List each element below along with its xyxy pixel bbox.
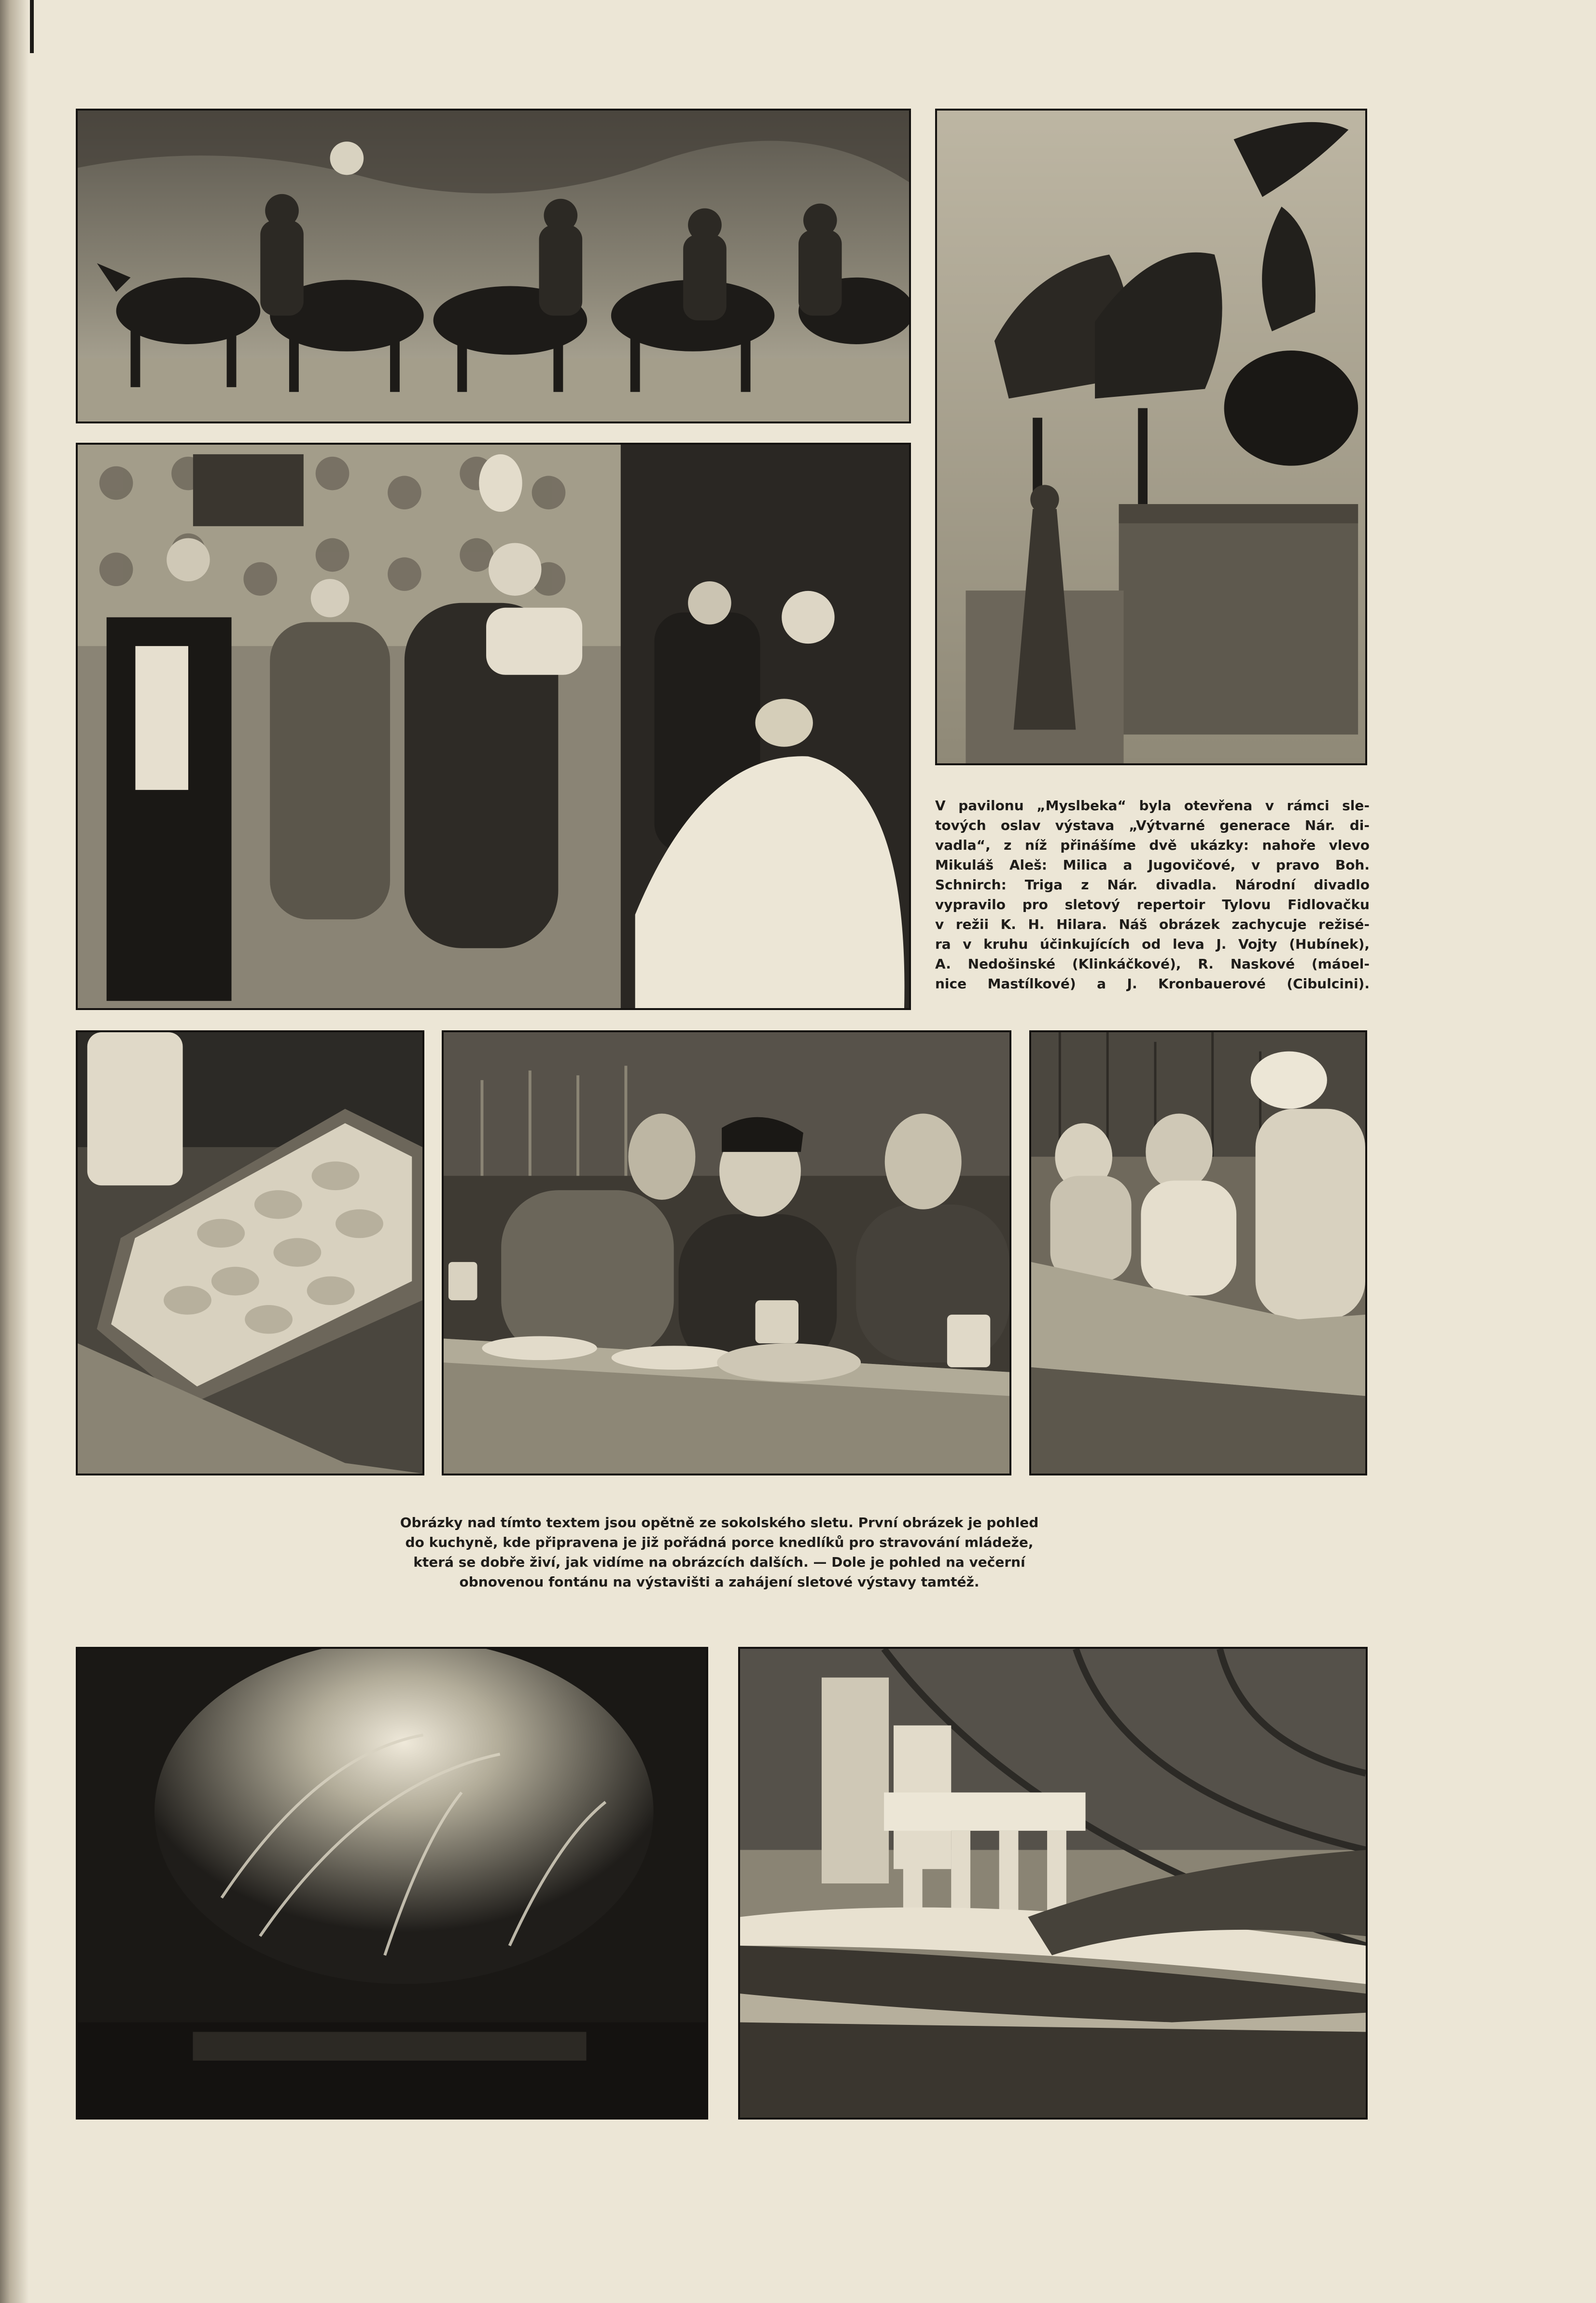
- kitchen-dumplings-image: [78, 1032, 422, 1474]
- photo-painting-horsewomen: [76, 109, 911, 423]
- caption-line: vadla“, z níž přinášíme dvě ukázky: nahoře vlevo: [935, 837, 1370, 853]
- caption-line: nice Mastílkové) a J. Kronbauerové (Cibulcini).: [935, 976, 1370, 992]
- caption-sokol-slet: [338, 1513, 1101, 1592]
- theatre-scene-image: [78, 445, 909, 1008]
- painting-horsewomen-image: [78, 111, 909, 421]
- children-at-table-image: [1031, 1032, 1365, 1474]
- caption-line: do kuchyně, kde připravena je již pořádná porce knedlíků pro stravování mládeže,: [405, 1534, 1034, 1550]
- exhibition-opening-image: [740, 1649, 1366, 2118]
- caption-line: Schnirch: Triga z Nár. divadla. Národní divadlo: [935, 877, 1370, 893]
- photo-girls-at-table: [442, 1030, 1011, 1475]
- caption-line: Mikuláš Aleš: Milica a Jugovičové, v pravo Boh.: [935, 857, 1370, 873]
- photo-statue-triga: [935, 109, 1367, 765]
- caption-line: vypravilo pro sletový repertoir Tylovu Fidlovačku: [935, 897, 1370, 913]
- caption-line: obnovenou fontánu na výstavišti a zahájení sletové výstavy tamtéž.: [459, 1574, 980, 1590]
- caption-line: která se dobře živí, jak vidíme na obrázcích dalších. — Dole je pohled na večerní: [413, 1554, 1025, 1570]
- fountain-night-image: [78, 1649, 706, 2118]
- caption-myslbek-pavilion: [935, 796, 1370, 994]
- photo-children-at-table: [1029, 1030, 1367, 1475]
- page-edge: [0, 0, 29, 2303]
- caption-line: V pavilonu „Myslbeka“ byla otevřena v rámci sle-: [935, 798, 1370, 814]
- caption-line: A. Nedošinské (Klinkáčkové), R. Naskové (máסel-: [935, 956, 1370, 972]
- caption-line: Obrázky nad tímto textem jsou opětně ze sokolského sletu. První obrázek je pohled: [400, 1515, 1039, 1531]
- caption-line: ra v kruhu účinkujících od leva J. Vojty (Hubínek),: [935, 936, 1370, 952]
- caption-line: v režii K. H. Hilara. Náš obrázek zachycuje režisé-: [935, 916, 1370, 932]
- photo-theatre-scene: [76, 443, 911, 1010]
- girls-at-table-image: [444, 1032, 1009, 1474]
- binding-mark: [30, 0, 34, 53]
- caption-line: tových oslav výstava „Výtvarné generace Nár. di-: [935, 817, 1370, 833]
- photo-fountain-night: [76, 1647, 708, 2120]
- statue-triga-image: [937, 111, 1365, 763]
- photo-kitchen-dumplings: [76, 1030, 424, 1475]
- photo-exhibition-opening: [738, 1647, 1368, 2120]
